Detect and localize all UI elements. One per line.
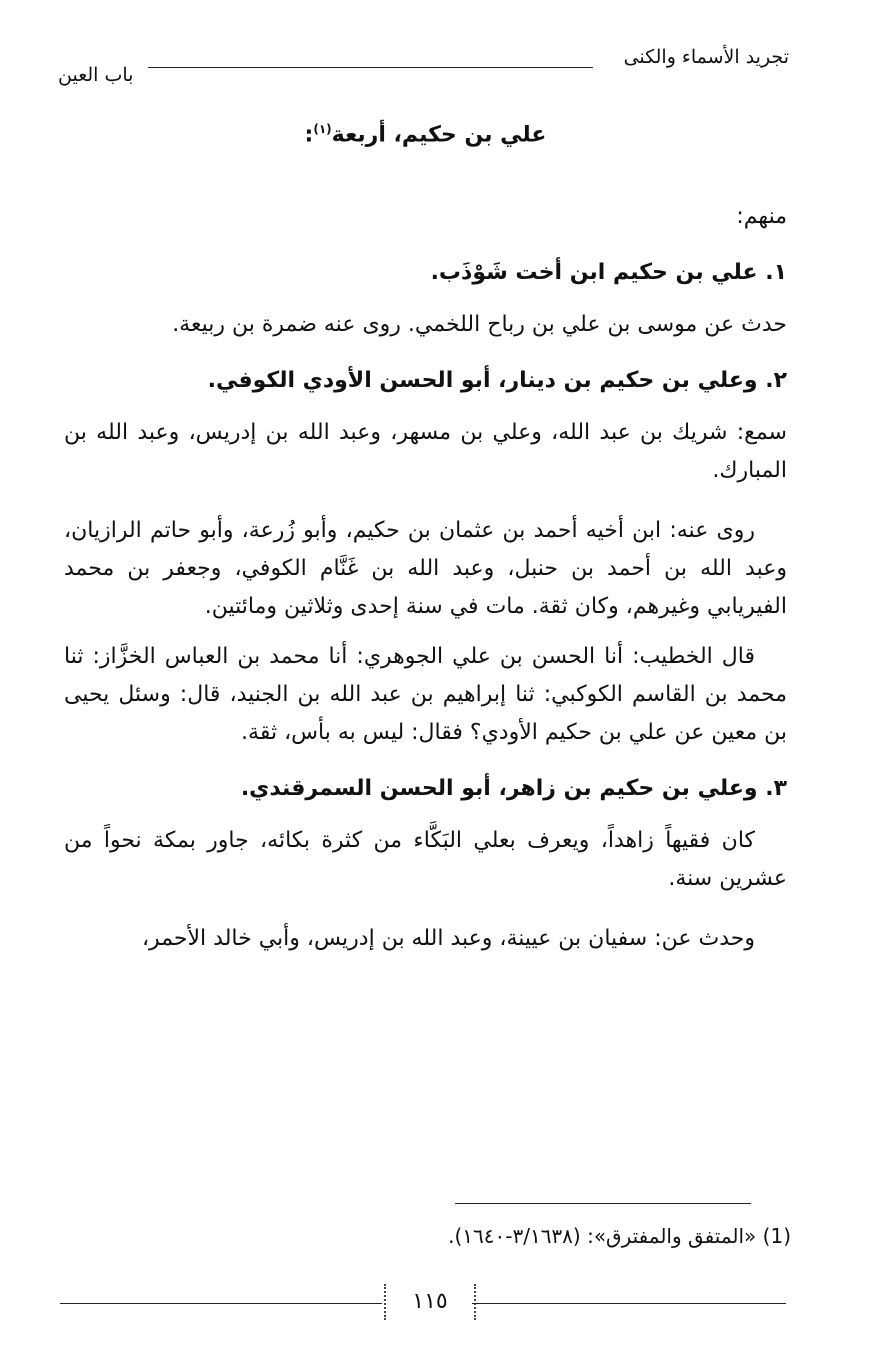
section-title [64,110,787,154]
header-book-title: تجريد الأسماء والكنى [623,46,789,68]
header-rule [148,67,593,68]
footnote [64,1220,791,1252]
entry-3-paragraph-1: كان فقيهاً زاهداً، ويعرف بعلي البَكَّاء من كثرة بكائه، جاور بمكة نحواً من عشرين سنة. [64,828,787,892]
footnote-ref: (١) [313,122,332,136]
folio-rule-right [472,1303,786,1304]
page-number: ١١٥ [384,1284,476,1320]
entry-3-paragraph-2: وحدث عن: سفيان بن عيينة، وعبد الله بن إدريس، وأبي خالد الأحمر، [141,926,755,952]
entry-2-paragraph-2: روى عنه: ابن أخيه أحمد بن عثمان بن حكيم، وأبو زُرعة، وأبو حاتم الرازيان، وعبد الله بن أحمد بن حنبل، وعبد الله بن غَنَّام الكوفي، وجعفر بن محمد الفيريابي وغيرهم، وكان ثقة. مات في سنة إحدى وثلاثين ومائتين. [64,518,787,620]
footnote-number: (1) [762,1224,791,1248]
entry-1-paragraph-1: حدث عن موسى بن علي بن رباح اللخمي. روى عنه ضمرة بن ربيعة. [172,312,787,338]
entry-1-heading: ١. علي بن حكيم ابن أخت شَوْذَب. [430,260,787,286]
intro-text: منهم: [736,204,787,230]
entry-3-heading: ٣. وعلي بن حكيم بن زاهر، أبو الحسن السمرقندي. [240,776,787,802]
entry-2-paragraph-1: سمع: شريك بن عبد الله، وعلي بن مسهر، وعبد الله بن إدريس، وعبد الله بن المبارك. [64,420,787,484]
folio-rule-left [60,1303,382,1304]
main-text [64,110,787,958]
section-title-colon: : [304,122,314,148]
footnote-rule [455,1203,751,1204]
entry-2-paragraph-3: قال الخطيب: أنا الحسن بن علي الجوهري: أنا محمد بن العباس الخزَّاز: ثنا محمد بن القاسم الكوكبي: ثنا إبراهيم بن عبد الله بن الجنيد، قال: وسئل يحيى بن معين عن علي بن حكيم الأودي؟ فقال: ليس به بأس، ثقة. [64,644,787,746]
running-header [58,46,789,86]
header-chapter: باب العين [58,64,134,86]
entry-2-heading: ٢. وعلي بن حكيم بن دينار، أبو الحسن الأودي الكوفي. [207,368,787,394]
footnote-text: «المتفق والمفترق»: (٣/١٦٣٨-١٦٤٠). [448,1224,757,1248]
section-title-text: علي بن حكيم، أربعة [331,122,547,148]
